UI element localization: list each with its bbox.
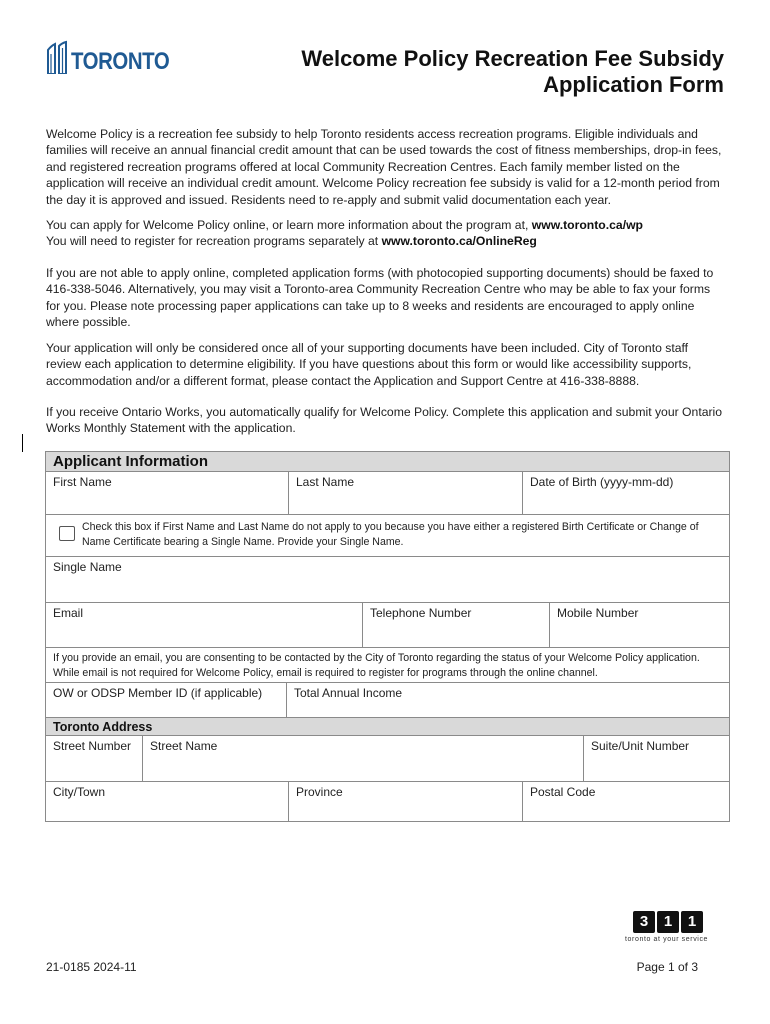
badge-digit: 1 — [681, 911, 703, 933]
single-name-field[interactable]: Single Name — [53, 560, 122, 574]
id-income-row — [46, 683, 729, 718]
intro-paragraph-3: If you are not able to apply online, completed application forms (with photocopied supporting documents) should be faxed to 416-338-5046. Alternatively, you may visit a Toronto-area Community Recreation Centre who may be able to fax your forms for you. Please note processing paper applications can take up to 8 weeks and residents are encouraged to apply online where possible. — [46, 266, 714, 330]
single-name-checkbox[interactable] — [59, 526, 75, 541]
badge-digit: 1 — [657, 911, 679, 933]
text-cursor — [22, 434, 23, 452]
single-name-row — [46, 557, 729, 603]
postal-code-field[interactable]: Postal Code — [522, 782, 729, 821]
annual-income-field[interactable]: Total Annual Income — [286, 683, 729, 717]
toronto-address-header: Toronto Address — [46, 718, 729, 736]
wp-link[interactable]: www.toronto.ca/wp — [531, 218, 643, 232]
badge-digit: 3 — [633, 911, 655, 933]
intro-paragraph-4: Your application will only be considered once all of your supporting documents have been included. City of Toronto staff review each application to determine eligibility. If you have questions about this form or would like accessibility supports, accommodation and/or a different format, please contact the Application and Support Centre at 416-338-8888. — [46, 341, 692, 388]
contact-row — [46, 603, 729, 648]
form-number: 21-0185 2024-11 — [46, 960, 137, 974]
telephone-field[interactable]: Telephone Number — [362, 603, 549, 647]
suite-field[interactable]: Suite/Unit Number — [583, 736, 729, 781]
applicant-form — [45, 451, 730, 822]
province-field[interactable]: Province — [288, 782, 522, 821]
street-name-field[interactable]: Street Name — [142, 736, 583, 781]
city-hall-icon — [46, 40, 68, 74]
page-title — [264, 46, 724, 98]
city-field[interactable]: City/Town — [53, 785, 106, 799]
street-number-field[interactable]: Street Number — [53, 739, 132, 753]
311-logo — [633, 911, 703, 933]
311-tagline: toronto at your service — [625, 936, 709, 943]
dob-field[interactable]: Date of Birth (yyyy-mm-dd) — [522, 472, 729, 514]
email-field[interactable]: Email — [53, 606, 84, 620]
street-row — [46, 736, 729, 782]
city-row — [46, 782, 729, 821]
toronto-logo — [46, 40, 187, 74]
logo-wordmark: TORONTO — [71, 48, 170, 75]
page-number: Page 1 of 3 — [636, 960, 698, 974]
name-row — [46, 472, 729, 515]
ow-odsp-id-field[interactable]: OW or ODSP Member ID (if applicable) — [53, 686, 263, 700]
title-line-1: Welcome Policy Recreation Fee Subsidy — [301, 46, 724, 71]
single-name-check-row — [46, 515, 729, 557]
single-name-check-label: Check this box if First Name and Last Name do not apply to you because you have either a registered Birth Certificate or Change of Name Certificate bearing a Single Name. Provide your Single Name. — [82, 521, 699, 548]
online-reg-link[interactable]: www.toronto.ca/OnlineReg — [381, 234, 537, 249]
first-name-field[interactable]: First Name — [53, 475, 112, 489]
title-line-2: Application Form — [543, 72, 724, 97]
intro-paragraph-1: Welcome Policy is a recreation fee subsidy to help Toronto residents access recreation programs. Eligible individuals and families will receive an annual financial credit amount that can be used towards the cost of fitness memberships, drop-in fees, and registered recreation programs offered at local Community Recreation Centres. Each family member listed on the application will receive an individual credit amount. Welcome Policy recreation fee subsidy is valid for a 12-month period from the day it is approved and issued. Residents need to re-apply and submit valid documentation each year. — [46, 127, 722, 207]
intro-paragraph-2: You can apply for Welcome Policy online, or learn more information about the program at, www.toronto.ca/wp You will need to register for recreation programs separately at www.toronto.ca/OnlineReg — [46, 218, 643, 249]
applicant-info-header: Applicant Information — [46, 452, 729, 472]
email-consent-note: If you provide an email, you are consenting to be contacted by the City of Toronto regarding the status of your Welcome Policy application. While email is not required for Welcome Policy, email is required to register for programs through the online channel. — [46, 648, 729, 683]
last-name-field[interactable]: Last Name — [288, 472, 522, 514]
intro-paragraph-5: If you receive Ontario Works, you automatically qualify for Welcome Policy. Complete this application and submit your Ontario Works Monthly Statement with the application. — [46, 405, 723, 436]
mobile-field[interactable]: Mobile Number — [549, 603, 729, 647]
